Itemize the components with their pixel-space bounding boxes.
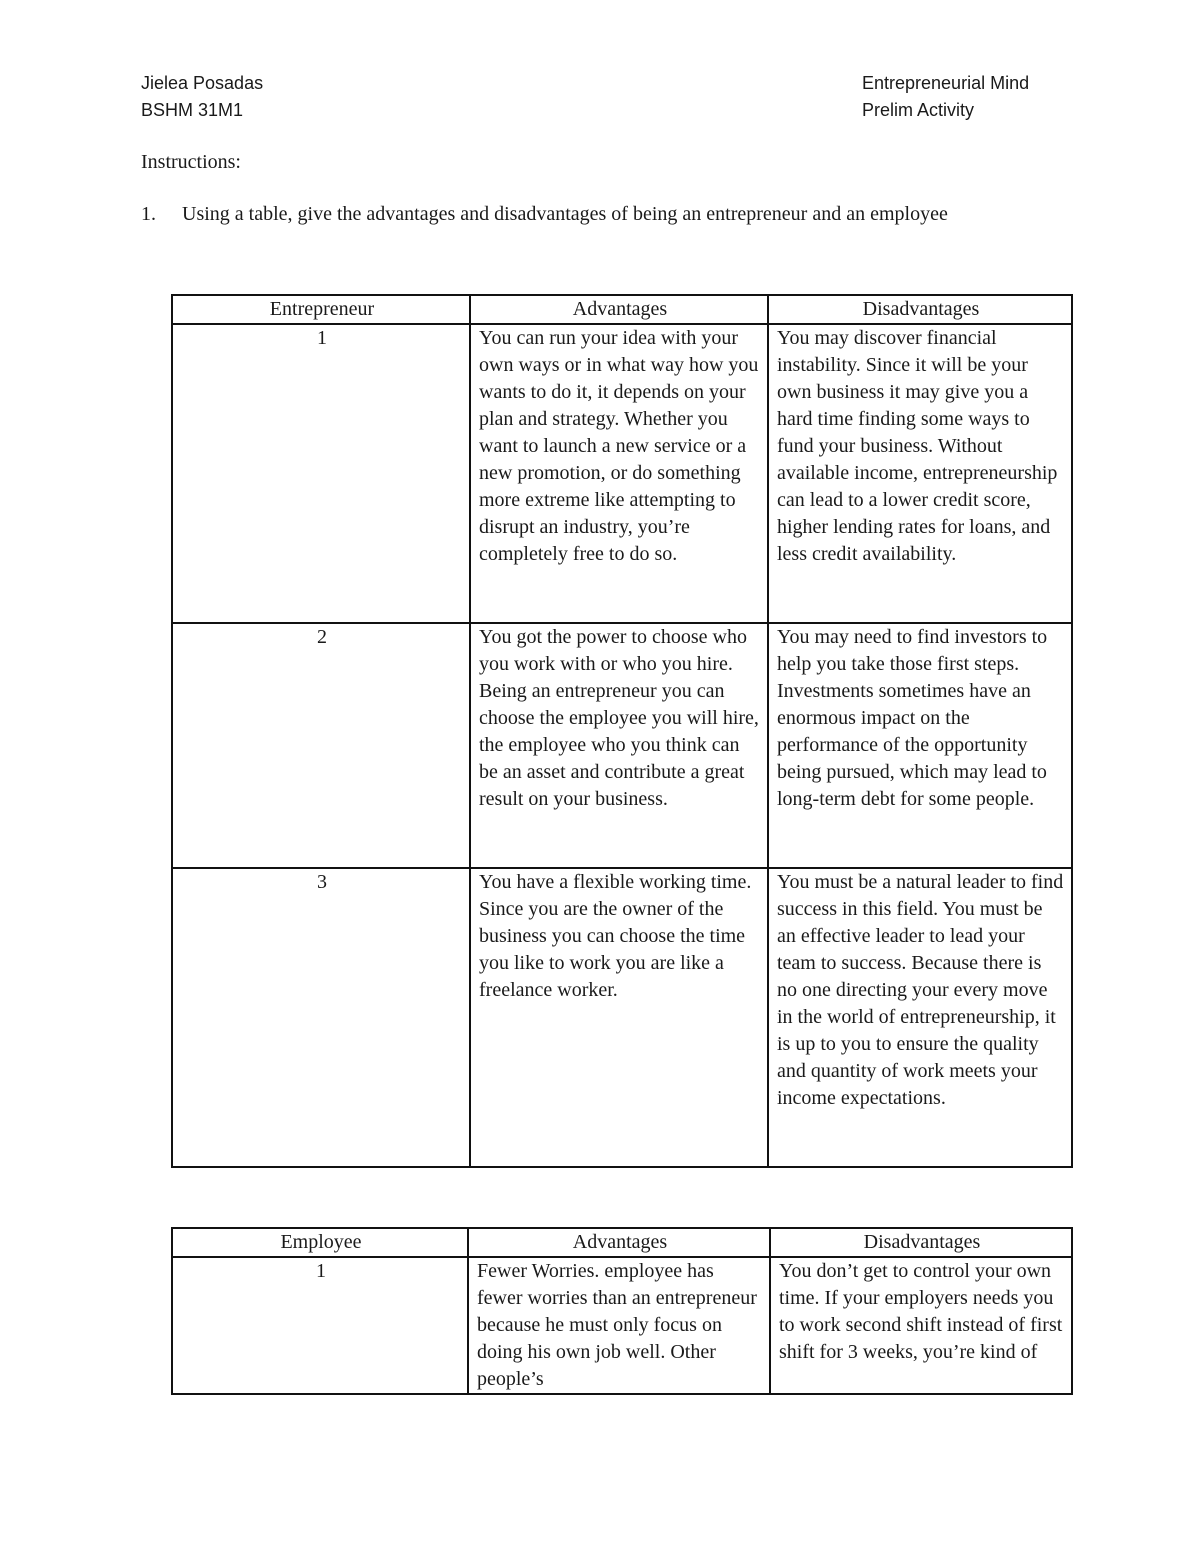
- disadvantage-cell: You may need to find investors to help you take those first steps. Investments sometimes have an enormous impact on the performance of the opportunity being pursued, which may lead to long-term debt for some people.: [768, 623, 1072, 868]
- employee-table: [171, 1227, 1073, 1395]
- header-left: [141, 70, 263, 124]
- table-row: [172, 1257, 1072, 1394]
- advantage-cell: You have a flexible working time. Since you are the owner of the business you can choose the time you like to work you are like a freelance worker.: [470, 868, 768, 1167]
- course-title: Entrepreneurial Mind: [862, 73, 1030, 93]
- student-name: Jielea Posadas: [141, 73, 264, 93]
- advantage-cell: You got the power to choose who you work with or who you hire. Being an entrepreneur you can choose the employee you will hire, the employee who you think can be an asset and contribute a great result on your business.: [470, 623, 768, 868]
- row-number: 1: [172, 1257, 468, 1394]
- table-header-row: [172, 295, 1072, 324]
- table-row: [172, 324, 1072, 623]
- header-cell-role: Employee: [172, 1228, 468, 1257]
- table-row: [172, 623, 1072, 868]
- item-text: Using a table, give the advantages and disadvantages of being an entrepreneur and an employee: [182, 203, 948, 225]
- disadvantage-cell: You don’t get to control your own time. If your employers needs you to work second shift instead of first shift for 3 weeks, you’re kind of: [770, 1257, 1072, 1394]
- advantage-cell: You can run your idea with your own ways or in what way how you wants to do it, it depends on your plan and strategy. Whether you want to launch a new service or a new promotion, or do something more extreme like attempting to disrupt an industry, you’re completely free to do so.: [470, 324, 768, 623]
- header-cell-advantages: Advantages: [470, 295, 768, 324]
- row-number: 1: [172, 324, 470, 623]
- row-number: 2: [172, 623, 470, 868]
- table-row: [172, 868, 1072, 1167]
- item-number: 1.: [141, 203, 156, 225]
- instructions-label: Instructions:: [141, 151, 241, 173]
- header-right: [862, 70, 1029, 124]
- header-cell-disadvantages: Disadvantages: [770, 1228, 1072, 1257]
- entrepreneur-table: [171, 294, 1073, 1168]
- disadvantage-cell: You must be a natural leader to find success in this field. You must be an effective leader to lead your team to success. Because there is no one directing your every move in the world of entrepreneurship, it is up to you to ensure the quality and quantity of work meets your income expectations.: [768, 868, 1072, 1167]
- activity-title: Prelim Activity: [862, 100, 975, 120]
- advantage-cell: Fewer Worries. employee has fewer worries than an entrepreneur because he must only focus on doing his own job well. Other people’s: [468, 1257, 770, 1394]
- header-cell-disadvantages: Disadvantages: [768, 295, 1072, 324]
- disadvantage-cell: You may discover financial instability. Since it will be your own business it may give you a hard time finding some ways to fund your business. Without available income, entrepreneurship can lead to a lower credit score, higher lending rates for loans, and less credit availability.: [768, 324, 1072, 623]
- section-code: BSHM 31M1: [141, 100, 244, 120]
- header-cell-role: Entrepreneur: [172, 295, 470, 324]
- header-cell-advantages: Advantages: [468, 1228, 770, 1257]
- table-header-row: [172, 1228, 1072, 1257]
- row-number: 3: [172, 868, 470, 1167]
